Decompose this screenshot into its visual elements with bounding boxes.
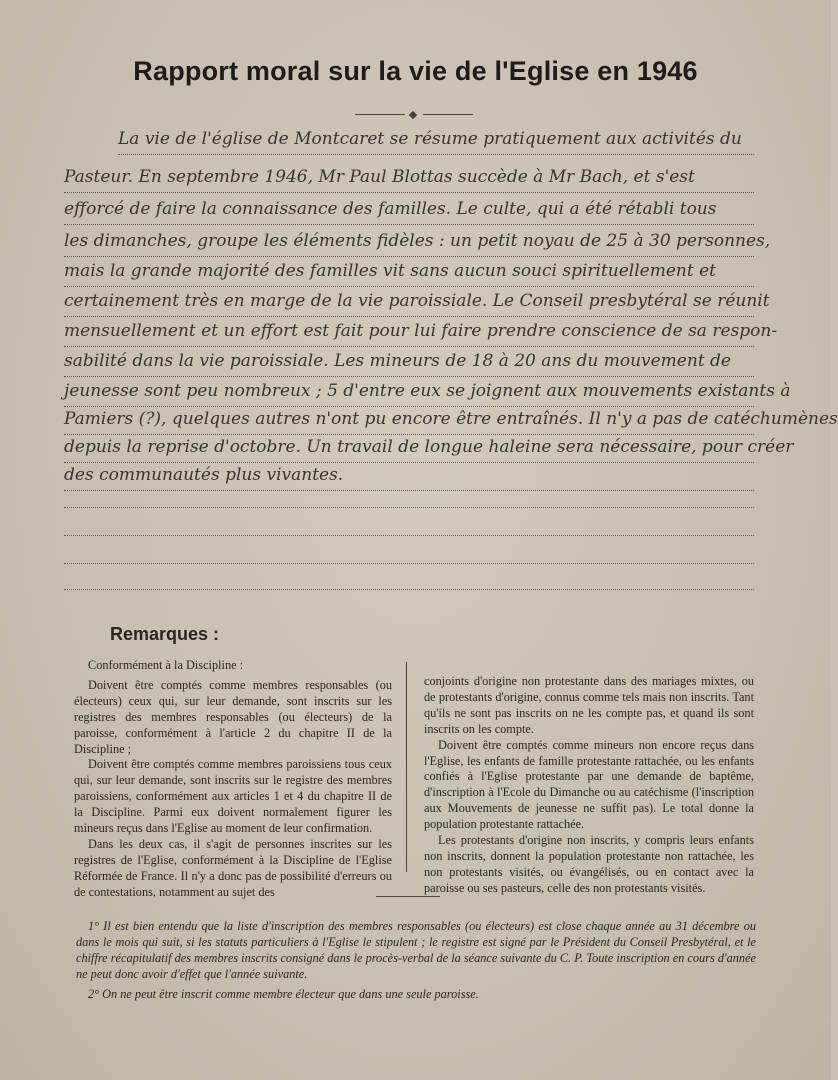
handwritten-line: les dimanches, groupe les éléments fidèles : un petit noyau de 25 à 30 personnes,: [64, 226, 754, 257]
section-rule: [376, 896, 440, 897]
remarques-paragraph: Doivent être comptés comme membres responsables (ou électeurs) ceux qui, sur leur demande, sont inscrits sur les registres des membres responsables (ou électeurs) de la paroisse, conformément à l'article 2 du chapitre II de la Discipline ;: [74, 677, 392, 756]
remarques-paragraph: Dans les deux cas, il s'agit de personnes inscrites sur les registres de l'Eglise, conformément à la Discipline de l'Eglise Réformée de France. Il n'y a donc pas de possibilité d'erreurs ou de contestations, notamment au sujet des: [74, 836, 392, 899]
remarques-paragraph: Doivent être comptés comme membres paroissiens tous ceux qui, sur leur demande, sont inscrits sur le registre des membres paroissiens, conformément aux articles 1 et 4 du chapitre II de la Discipline. Parmi eux doivent normalement figurer les mineurs reçus dans l'Eglise au moment de leur confirmation.: [74, 757, 392, 836]
blank-dotted-line: [64, 588, 754, 590]
handwritten-line: Pasteur. En septembre 1946, Mr Paul Blottas succède à Mr Bach, et s'est: [64, 162, 754, 193]
remarques-heading: Remarques :: [110, 624, 220, 644]
ornament-line-left: [355, 114, 405, 115]
page-title: Rapport moral sur la vie de l'Eglise en 1946: [133, 56, 698, 86]
footnote: 1° Il est bien entendu que la liste d'inscription des membres responsables (ou électeurs) est close chaque année au 31 décembre ou dans le mois qui suit, si les statuts particuliers à l'Eglise le stipulent ; le registre est signé par le Président du Conseil Presbytéral, et le chiffre récapitulatif des membres inscrits consigné dans le procès-verbal de la séance suivante du C. P. Toute inscription en cours d'année ne peut donc avoir d'effet que l'année suivante.: [76, 919, 756, 981]
remarques-paragraph: conjoints d'origine non protestante dans des mariages mixtes, ou de protestants d'origine, connus comme tels mais non inscrits. Tant qu'ils ne sont pas inscrits on ne les compte pas, et quand ils sont inscrits on les compte.: [424, 674, 754, 736]
remarques-intro: Conformément à la Discipline :: [88, 658, 244, 672]
handwritten-line: des communautés plus vivantes.: [64, 460, 754, 491]
handwritten-line: efforcé de faire la connaissance des familles. Le culte, qui a été rétabli tous: [64, 194, 754, 225]
handwritten-line: mais la grande majorité des familles vit sans aucun souci spirituellement et: [64, 256, 754, 287]
remarques-right-column: [424, 674, 754, 897]
handwritten-line: La vie de l'église de Montcaret se résume pratiquement aux activités du: [118, 124, 754, 155]
remarques-paragraph: Doivent être comptés comme mineurs non encore reçus dans l'Eglise, les enfants de famille protestante rattachée, ou les enfants confiés à l'Eglise protestante par une demande de baptême, d'inscription à l'Ecole du Dimanche ou au catéchisme (l'inscription aux Mouvements de jeunesse ne suffit pas). Le total donne la population protestante rattachée.: [424, 737, 754, 832]
remarques-paragraph: Les protestants d'origine non inscrits, y compris leurs enfants non inscrits, donnent la population protestante non rattachée, les non protestants visités, ou évangélisés, ou en contact avec la paroisse ou ses pasteurs, celle des non protestants visités.: [424, 833, 754, 895]
ornament-line-right: [423, 114, 473, 115]
ornament-diamond: [409, 111, 417, 119]
handwritten-line: jeunesse sont peu nombreux ; 5 d'entre eux se joignent aux mouvements existants à: [64, 376, 754, 407]
title-ornament: [355, 112, 475, 118]
column-divider: [406, 662, 407, 872]
blank-dotted-line: [64, 534, 754, 536]
blank-dotted-line: [64, 562, 754, 564]
footnote: 2° On ne peut être inscrit comme membre électeur que dans une seule paroisse.: [88, 987, 479, 1001]
handwritten-line: depuis la reprise d'octobre. Un travail de longue haleine sera nécessaire, pour créer: [64, 432, 754, 463]
handwritten-line: certainement très en marge de la vie paroissiale. Le Conseil presbytéral se réunit: [64, 286, 754, 317]
blank-dotted-line: [64, 506, 754, 508]
remarques-left-column: [74, 658, 392, 901]
handwritten-line: mensuellement et un effort est fait pour lui faire prendre conscience de sa respon-: [64, 316, 754, 347]
handwritten-line: sabilité dans la vie paroissiale. Les mineurs de 18 à 20 ans du mouvement de: [64, 346, 754, 377]
footnotes: [76, 918, 756, 1002]
handwritten-line: Pamiers (?), quelques autres n'ont pu encore être entraînés. Il n'y a pas de catéchumènes: [64, 404, 754, 435]
